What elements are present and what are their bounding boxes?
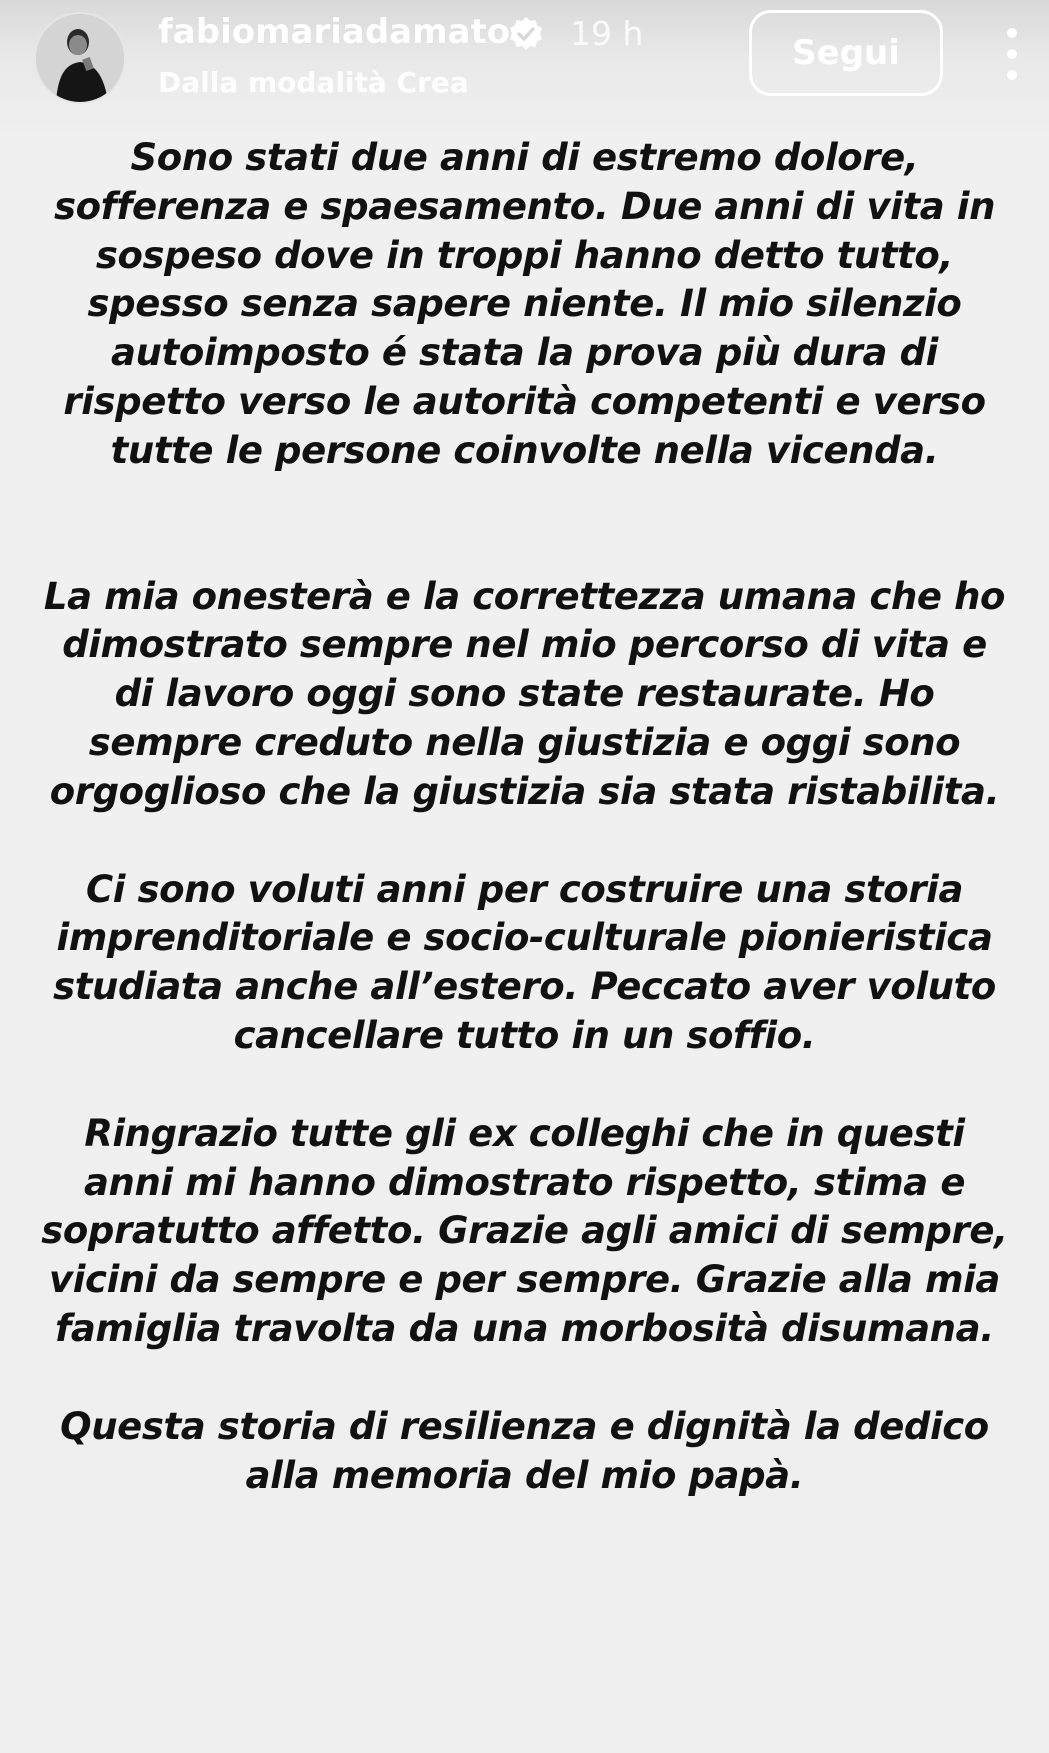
- avatar-image: [36, 14, 124, 102]
- story-header: [0, 0, 1049, 110]
- more-vertical-icon[interactable]: [994, 28, 1030, 80]
- username[interactable]: fabiomariadamato: [158, 12, 511, 52]
- avatar[interactable]: [34, 12, 126, 104]
- post-time: 19 h: [570, 14, 644, 53]
- follow-button[interactable]: Segui: [749, 10, 943, 96]
- story-paragraph-1: Sono stati due anni di estremo dolore, sofferenza e spaesamento. Due anni di vita in sospeso dove in troppi hanno detto tutto, spesso senza sapere niente. Il mio silenzio autoimposto é stata la prova più dura di rispetto verso le autorità competenti e verso tutte le persone coinvolte nella vicenda.: [53, 136, 996, 472]
- story-paragraph-2: La mia onesterà e la correttezza umana che ho dimostrato sempre nel mio percorso di vita e di lavoro oggi sono state restaurate. Ho sempre creduto nella giustizia e oggi sono orgoglioso che la giustizia sia stata ristabilita.: [43, 574, 1006, 813]
- story-paragraph-5: Questa storia di resilienza e dignità la dedico alla memoria del mio papà.: [60, 1404, 989, 1497]
- story-paragraph-4: Ringrazio tutte gli ex colleghi che in questi anni mi hanno dimostrato rispetto, stima e sopratutto affetto. Grazie agli amici di sempre, vicini da sempre e per sempre. Grazie alla mia famiglia travolta da una morbosità disumana.: [41, 1111, 1008, 1350]
- story-paragraph-3: Ci sono voluti anni per costruire una storia imprenditoriale e socio-culturale pionieristica studiata anche all’estero. Peccato aver voluto cancellare tutto in un soffio.: [53, 867, 996, 1057]
- story-text: [40, 134, 1009, 1500]
- verified-badge-icon: [508, 16, 544, 52]
- story-source-label[interactable]: Dalla modalità Crea: [158, 66, 469, 99]
